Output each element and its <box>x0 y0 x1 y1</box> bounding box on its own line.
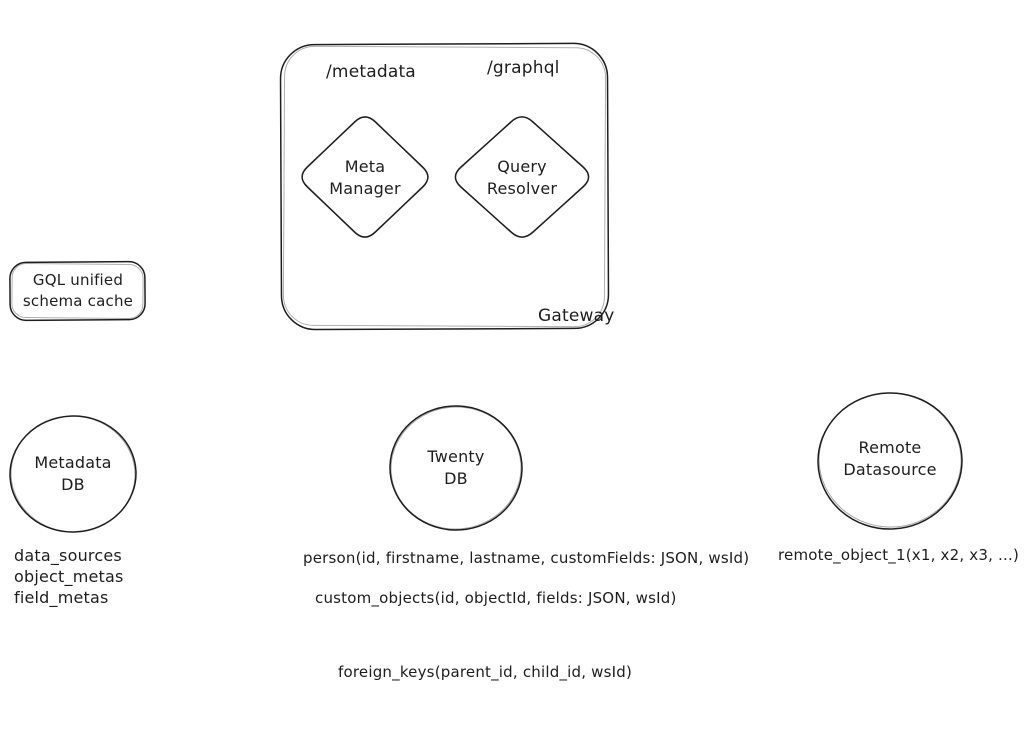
route-metadata-label: /metadata <box>326 62 416 82</box>
remote-datasource-label-line1: Remote <box>858 438 922 457</box>
cache-label-line1: GQL unified <box>32 271 124 289</box>
twenty-db-label-line2: DB <box>444 469 468 488</box>
table-row-data-sources: data_sources <box>14 546 122 565</box>
remote-datasource-label <box>843 437 936 481</box>
table-row-foreign-keys: foreign_keys(parent_id, child_id, wsId) <box>338 663 633 681</box>
metadata-db-tables <box>14 545 124 608</box>
route-graphql-label: /graphql <box>487 58 560 78</box>
metadata-db-label <box>34 452 111 496</box>
gateway-label: Gateway <box>538 306 615 326</box>
query-resolver-label-line1: Query <box>497 157 547 176</box>
table-row-custom-objects: custom_objects(id, objectId, fields: JSON, wsId) <box>315 589 677 607</box>
meta-manager-label <box>329 156 401 200</box>
twenty-db-label-line1: Twenty <box>427 447 485 466</box>
table-row-object-metas: object_metas <box>14 567 124 586</box>
table-row-person: person(id, firstname, lastname, customFields: JSON, wsId) <box>303 549 750 567</box>
query-resolver-label-line2: Resolver <box>486 179 558 198</box>
twenty-db-label <box>427 446 484 490</box>
query-resolver-label <box>487 156 557 200</box>
table-row-remote-object: remote_object_1(x1, x2, x3, ...) <box>778 546 1020 564</box>
metadata-db-label-line1: Metadata <box>34 453 112 472</box>
metadata-db-label-line2: DB <box>61 475 85 494</box>
cache-label-line2: schema cache <box>22 292 134 310</box>
meta-manager-label-line1: Meta <box>344 157 386 176</box>
meta-manager-label-line2: Manager <box>329 179 401 198</box>
table-row-field-metas: field_metas <box>14 588 109 607</box>
cache-label <box>23 270 133 312</box>
remote-datasource-label-line2: Datasource <box>843 460 937 479</box>
